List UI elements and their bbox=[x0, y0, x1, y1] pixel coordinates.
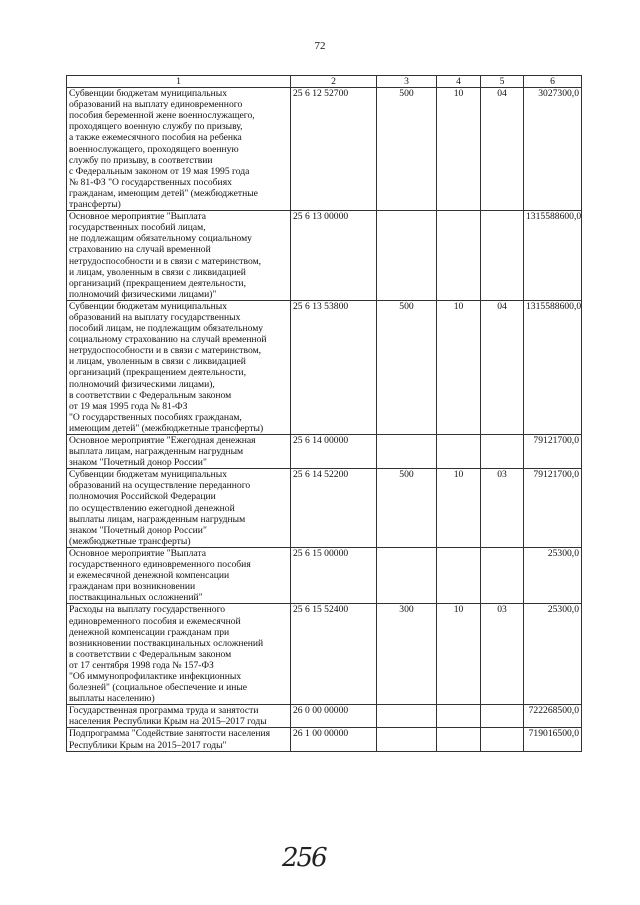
cell-expense-group bbox=[377, 435, 437, 469]
handwritten-page-stamp: 256 bbox=[282, 843, 326, 873]
table-row bbox=[67, 300, 582, 434]
cell-subsection: 04 bbox=[481, 88, 524, 211]
cell-subsection bbox=[481, 547, 524, 603]
cell-code: 25 6 14 00000 bbox=[291, 435, 377, 469]
cell-amount: 79121700,0 bbox=[524, 435, 582, 469]
cell-name: Расходы на выплату государственного единовременного пособия и ежемесячной денежной компенсации гражданам при возникновении поствакцинальных осложнений в соответствии с Федеральным законом от 17 сентября 1998 года № 157-ФЗ "Об иммунопрофилактике инфекционных болезней" (социальное обеспечение и иные выплаты населению) bbox=[67, 604, 291, 705]
cell-section: 10 bbox=[437, 88, 481, 211]
cell-amount: 25300,0 bbox=[524, 604, 582, 705]
cell-code: 25 6 13 53800 bbox=[291, 300, 377, 434]
header-col-4: 4 bbox=[437, 76, 481, 88]
cell-code: 25 6 15 52400 bbox=[291, 604, 377, 705]
cell-expense-group: 500 bbox=[377, 88, 437, 211]
cell-code: 25 6 13 00000 bbox=[291, 211, 377, 301]
table-row bbox=[67, 705, 582, 728]
cell-subsection bbox=[481, 728, 524, 751]
cell-amount: 79121700,0 bbox=[524, 469, 582, 548]
cell-amount: 1315588600,0 bbox=[524, 211, 582, 301]
cell-subsection bbox=[481, 211, 524, 301]
cell-section bbox=[437, 547, 481, 603]
table-row bbox=[67, 604, 582, 705]
cell-amount: 722268500,0 bbox=[524, 705, 582, 728]
cell-name: Субвенции бюджетам муниципальных образований на выплату государственных пособий лицам, не подлежащим обязательному социальному страхованию на случай временной нетрудоспособности и в связи с материнством, и лицам, уволенным в связи с ликвидацией организаций (прекращением деятельности, полномочий физическими лицами), в соответствии с Федеральным законом от 19 мая 1995 года № 81-ФЗ "О государственных пособиях гражданам, имеющим детей" (межбюджетные трансферты) bbox=[67, 300, 291, 434]
table-body bbox=[67, 88, 582, 752]
cell-name: Основное мероприятие "Ежегодная денежная выплата лицам, награжденным нагрудным знаком "Почетный донор России" bbox=[67, 435, 291, 469]
cell-name: Субвенции бюджетам муниципальных образований на осуществление переданного полномочия Российской Федерации по осуществлению ежегодной денежной выплаты лицам, награжденным нагрудным знаком "Почетный донор России" (межбюджетные трансферты) bbox=[67, 469, 291, 548]
cell-expense-group bbox=[377, 705, 437, 728]
cell-amount: 1315588600,0 bbox=[524, 300, 582, 434]
cell-code: 25 6 15 00000 bbox=[291, 547, 377, 603]
cell-amount: 3027300,0 bbox=[524, 88, 582, 211]
cell-subsection bbox=[481, 435, 524, 469]
cell-subsection: 03 bbox=[481, 469, 524, 548]
table-row bbox=[67, 435, 582, 469]
table-row bbox=[67, 211, 582, 301]
cell-expense-group: 300 bbox=[377, 604, 437, 705]
table-row bbox=[67, 469, 582, 548]
header-col-6: 6 bbox=[524, 76, 582, 88]
header-col-3: 3 bbox=[377, 76, 437, 88]
cell-section bbox=[437, 211, 481, 301]
cell-code: 26 0 00 00000 bbox=[291, 705, 377, 728]
cell-name: Основное мероприятие "Выплата государственных пособий лицам, не подлежащим обязательному социальному страхованию на случай временной нетрудоспособности и в связи с материнством, и лицам, уволенным в связи с ликвидацией организаций (прекращением деятельности, полномочий физическими лицами)" bbox=[67, 211, 291, 301]
cell-section: 10 bbox=[437, 300, 481, 434]
header-col-5: 5 bbox=[481, 76, 524, 88]
cell-expense-group: 500 bbox=[377, 469, 437, 548]
cell-expense-group: 500 bbox=[377, 300, 437, 434]
cell-expense-group bbox=[377, 728, 437, 751]
cell-subsection bbox=[481, 705, 524, 728]
cell-name: Государственная программа труда и занятости населения Республики Крым на 2015–2017 годы bbox=[67, 705, 291, 728]
cell-section: 10 bbox=[437, 469, 481, 548]
cell-expense-group bbox=[377, 547, 437, 603]
cell-subsection: 03 bbox=[481, 604, 524, 705]
cell-section: 10 bbox=[437, 604, 481, 705]
cell-code: 26 1 00 00000 bbox=[291, 728, 377, 751]
header-col-1: 1 bbox=[67, 76, 291, 88]
cell-code: 25 6 12 52700 bbox=[291, 88, 377, 211]
table-row bbox=[67, 547, 582, 603]
table-row bbox=[67, 88, 582, 211]
budget-table bbox=[66, 75, 582, 752]
cell-amount: 719016500,0 bbox=[524, 728, 582, 751]
cell-name: Основное мероприятие "Выплата государственного единовременного пособия и ежемесячной денежной компенсации гражданам при возникновении поствакцинальных осложнений" bbox=[67, 547, 291, 603]
cell-amount: 25300,0 bbox=[524, 547, 582, 603]
cell-section bbox=[437, 435, 481, 469]
cell-name: Подпрограмма "Содействие занятости населения Республики Крым на 2015–2017 годы" bbox=[67, 728, 291, 751]
cell-subsection: 04 bbox=[481, 300, 524, 434]
cell-name: Субвенции бюджетам муниципальных образований на выплату единовременного пособия беременной жене военнослужащего, проходящего военную службу по призыву, а также ежемесячного пособия на ребенка военнослужащего, проходящего военную службу по призыву, в соответствии с Федеральным законом от 19 мая 1995 года № 81-ФЗ "О государственных пособиях гражданам, имеющим детей" (межбюджетные трансферты) bbox=[67, 88, 291, 211]
table-header-row bbox=[67, 76, 582, 88]
header-col-2: 2 bbox=[291, 76, 377, 88]
cell-section bbox=[437, 705, 481, 728]
cell-expense-group bbox=[377, 211, 437, 301]
cell-code: 25 6 14 52200 bbox=[291, 469, 377, 548]
page-number: 72 bbox=[314, 40, 326, 52]
table-row bbox=[67, 728, 582, 751]
cell-section bbox=[437, 728, 481, 751]
